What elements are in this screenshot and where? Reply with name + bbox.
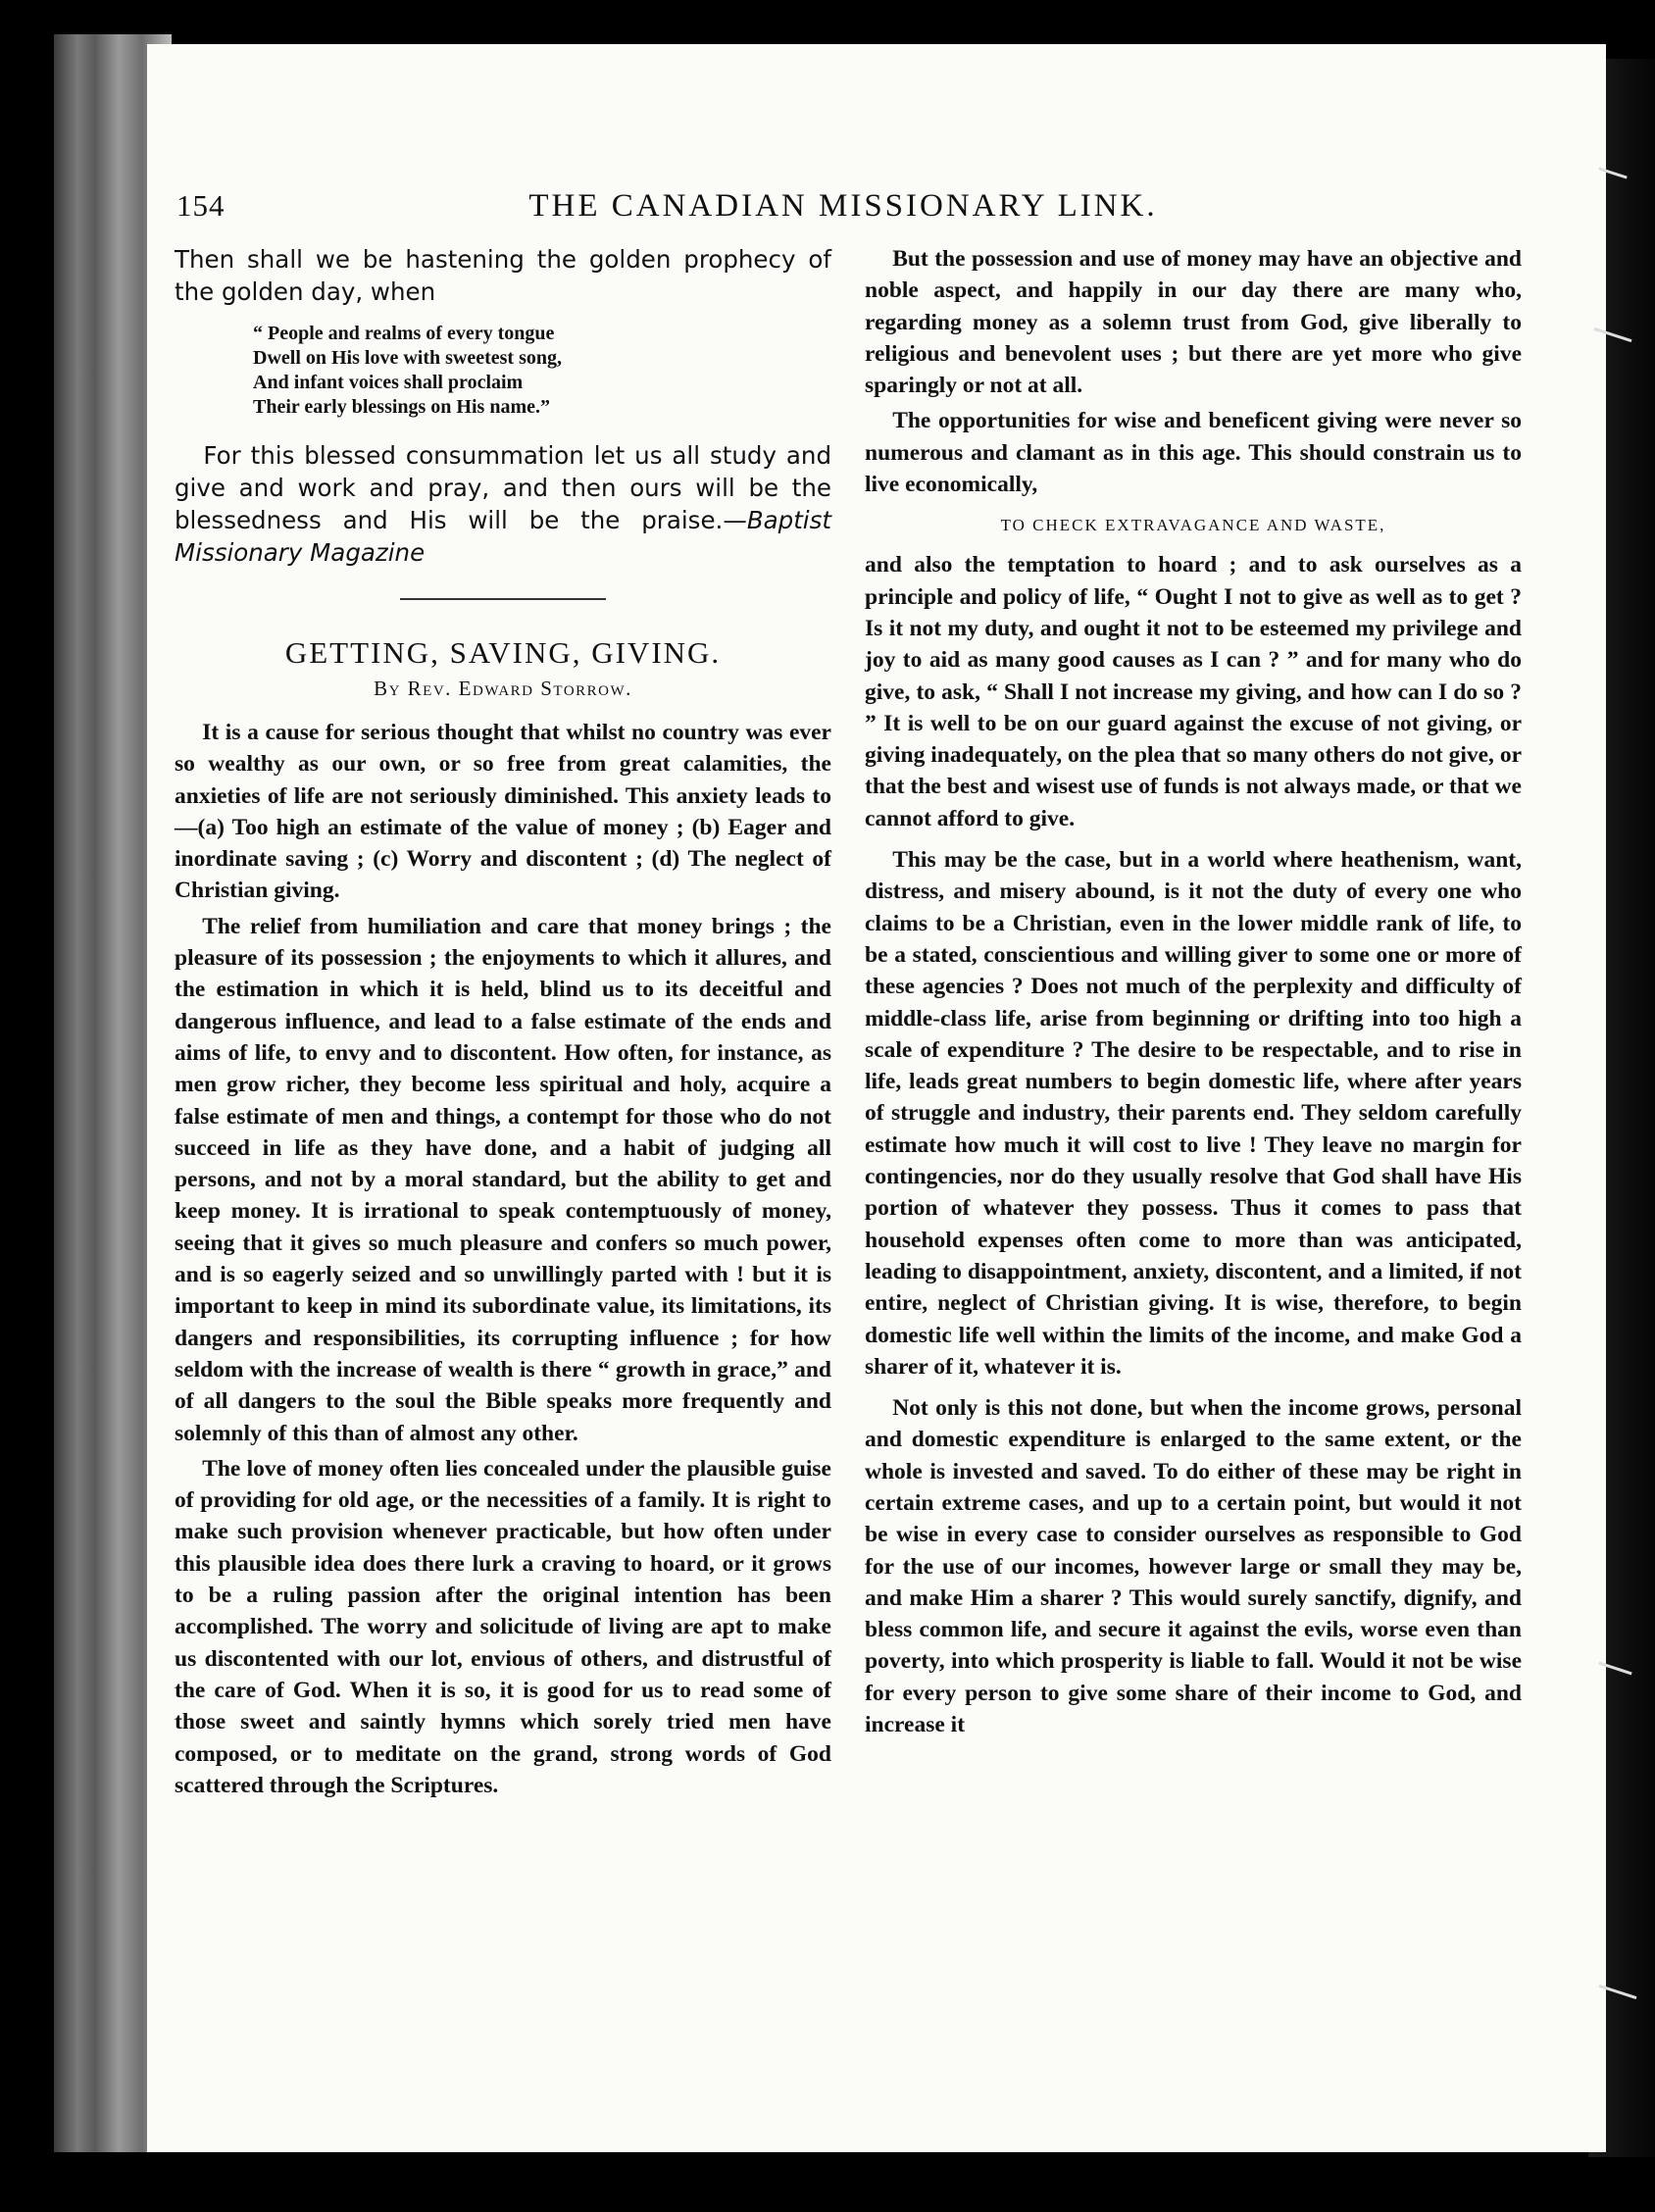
hymn-verse [253,322,831,420]
verse-line: Dwell on His love with sweetest song, [253,347,562,369]
intro-text: Then shall we be hastening the golden prophecy of the golden day, when [175,245,831,306]
article-paragraph: and also the temptation to hoard ; and to ask ourselves as a principle and policy of life, “ Ought I not to give as well as to get ? Is it not my duty, and ought it not to be esteemed my privilege and joy to aid as many good causes as I can ? ” and for many who do give, to ask, “ Shall I not increase my giving, and how can I do so ? ” It is well to be on our guard against the excuse of not giving, or giving inadequately, on the plea that so many others do not give, or that the best and wisest use of funds is not always made, or that we cannot afford to give. [865,552,1522,831]
article-title: GETTING, SAVING, GIVING. [284,635,722,670]
running-head [176,188,1510,231]
section-divider [400,598,606,600]
article-paragraph: The love of money often lies concealed under the plausible guise of providing for old age, or the necessities of a family. It is right to make such provision whenever practicable, but how often under this plausible idea does there lurk a craving to hoard, or it grows to be a ruling passion after the original intention has been accomplished. The worry and solicitude of living are apt to make us discontented with our lot, envious of others, and distrustful of the care of God. When it is so, it is good for us to read some of those sweet and saintly hymns which sorely tried men have composed, or to meditate on the grand, strong words of God scattered through the Scriptures. [175,1455,831,1798]
article-paragraph: The relief from humiliation and care that money brings ; the pleasure of its possession ; the enjoyments to which it allures, and the estimation in which it is held, blind us to its deceitful and dangerous influence, and lead to a false estimate of the ends and aims of life, to envy and to discontent. How often, for instance, as men grow richer, they become less spiritual and holy, acquire a false estimate of men and things, a contempt for those who do not succeed in life as they have done, and a habit of judging all persons, and not by a moral standard, but the ability to get and keep money. It is irrational to speak contemptuously of money, seeing that it gives so much pleasure and confers so much power, and is so eagerly seized and so unwillingly parted with ! but it is important to keep in mind its subordinate value, its limitations, its dangers and responsibilities, its corrupting influence ; for how seldom with the increase of wealth is there “ growth in grace,” and of all dangers to the soul the Bible speaks more frequently and solemnly of this than of almost any other. [175,913,831,1446]
article-paragraph: But the possession and use of money may have an objective and noble aspect, and happily in our day there are many who, regarding money as a solemn trust from God, give liberally to religious and benevolent uses ; but there are yet more who give sparingly or not at all. [865,246,1522,399]
closing-source: Baptist Missionary Magazine [175,506,831,567]
right-column [865,243,1522,1744]
section-subheading: TO CHECK EXTRAVAGANCE AND WASTE, [1000,516,1386,535]
article-byline: By Rev. Edward Storrow. [374,677,632,700]
closing-paragraph [175,439,831,569]
journal-title: THE CANADIAN MISSIONARY LINK. [528,188,1158,224]
closing-text: For this blessed consummation let us all study and give and work and pray, and then ours will be the blessedness and His will be the praise.— [175,441,831,534]
article-paragraph: The opportunities for wise and beneficent giving were never so numerous and clamant as in this age. This should constrain us to live economically, [865,408,1522,498]
article-paragraph: This may be the case, but in a world where heathenism, want, distress, and misery abound, is it not the duty of every one who claims to be a Christian, even in the lower middle rank of life, to be a stated, conscientious and willing giver to some one or more of these agencies ? Does not much of the perplexity and difficulty of middle-class life, arise from beginning or drifting into too high a scale of expenditure ? The desire to be respectable, and to rise in life, leads great numbers to begin domestic life, where after years of struggle and industry, their parents end. They seldom carefully estimate how much it will cost to live ! They leave no margin for contingencies, nor do they usually resolve that God shall have His portion of whatever they possess. Thus it comes to pass that household expenses often come to more than was anticipated, leading to disappointment, anxiety, discontent, and a limited, if not entire, neglect of Christian giving. It is wise, therefore, to begin domestic life well within the limits of the income, and make God a sharer of it, whatever it is. [865,847,1522,1380]
page-number: 154 [176,188,226,223]
article-paragraph: It is a cause for serious thought that whilst no country was ever so wealthy as our own, or so free from great calamities, the anxieties of life are not seriously diminished. This anxiety leads to—(a) Too high an estimate of the value of money ; (b) Eager and inordinate saving ; (c) Worry and discontent ; (d) The neglect of Christian giving. [175,720,831,904]
verse-line: And infant voices shall proclaim [253,372,524,393]
verse-line: “ People and realms of every tongue [253,323,555,344]
verse-line: Their early blessings on His name.” [253,396,550,418]
article-paragraph: Not only is this not done, but when the income grows, personal and domestic expenditure is enlarged to the same extent, or the whole is invested and saved. To do either of these may be right in certain extreme cases, and up to a certain point, but would it not be wise in every case to consider ourselves as responsible to God for the use of our incomes, however large or small they may be, and make Him a sharer ? This would surely sanctify, dignify, and bless common life, and secure it against the evils, worse even than poverty, into which prosperity is liable to fall. Would it not be wise for every person to give some share of their income to God, and increase it [865,1395,1522,1738]
left-column [175,243,831,1805]
